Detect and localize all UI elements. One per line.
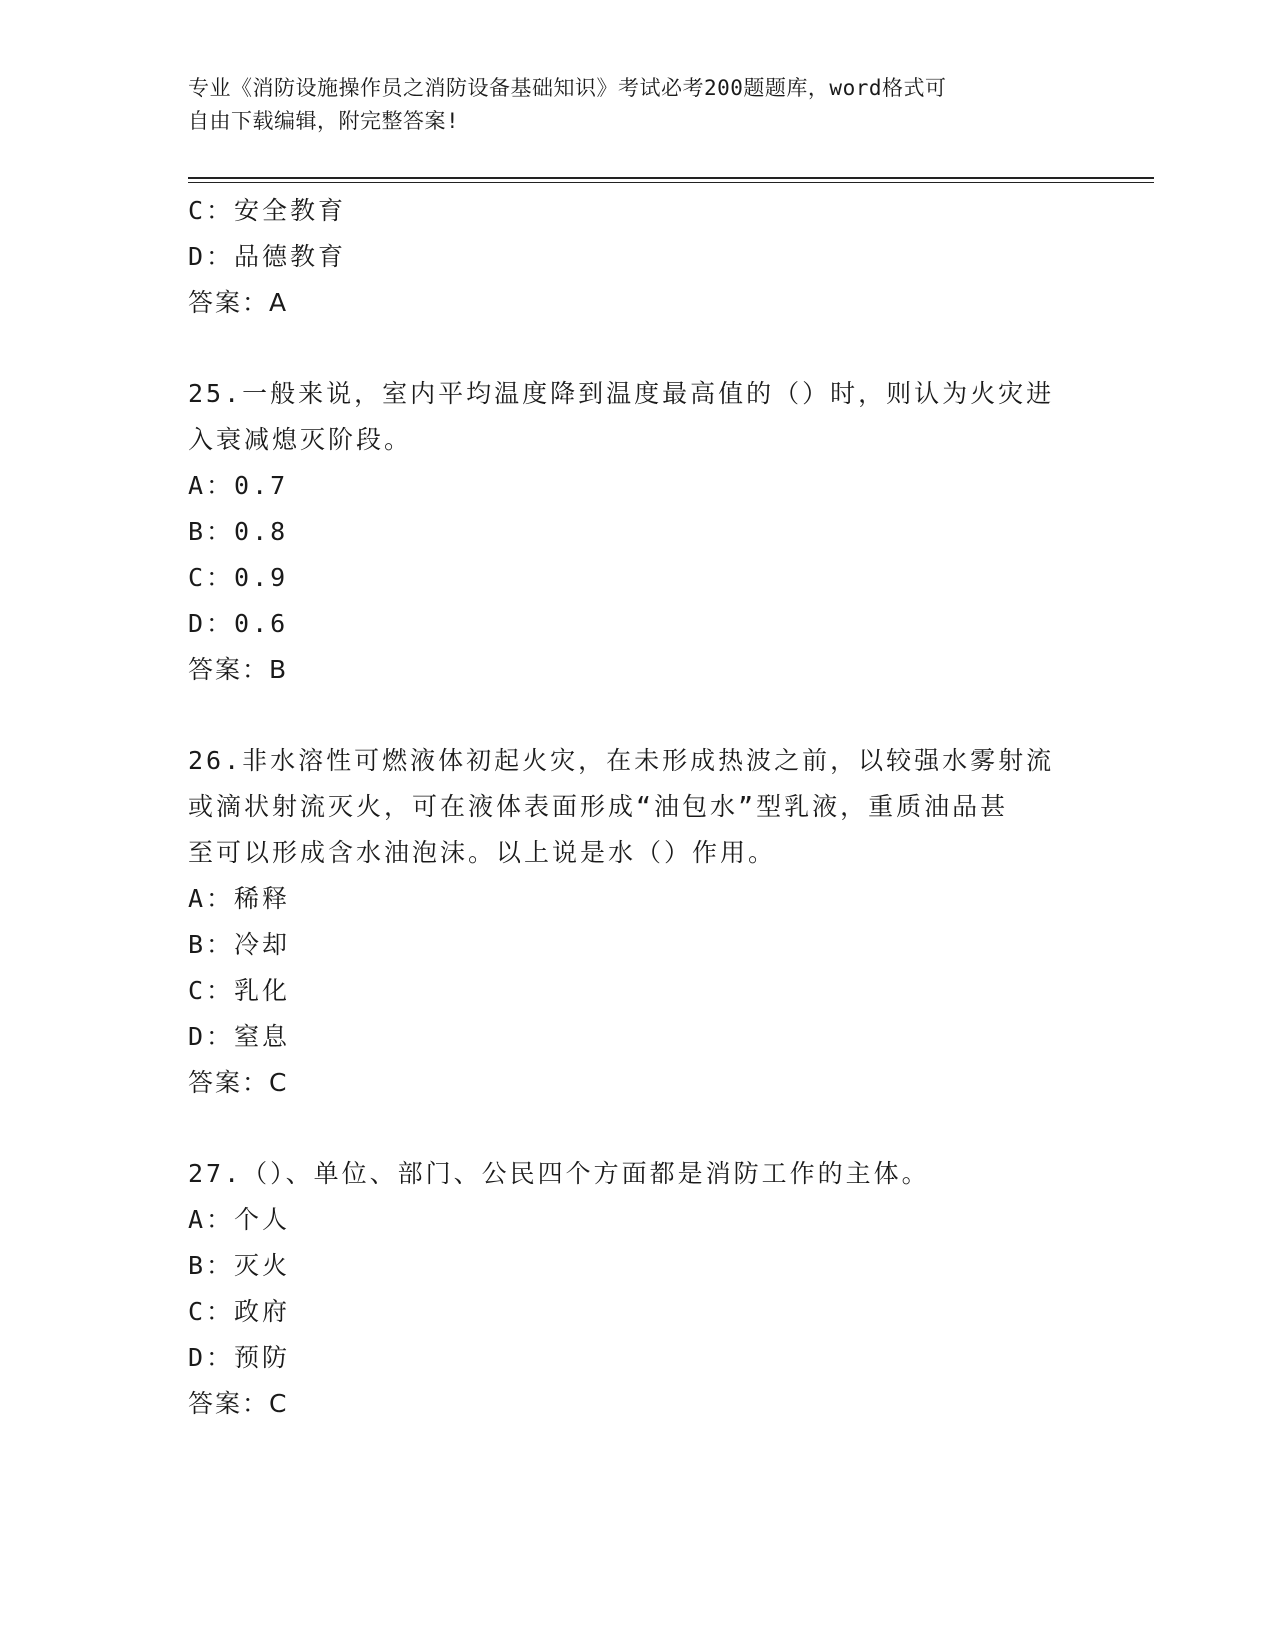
option-d: D：预防	[188, 1343, 291, 1372]
header-divider-thick	[188, 177, 1154, 179]
option-b: B：冷却	[188, 930, 291, 959]
option-b: B：0.8	[188, 517, 289, 546]
question-content	[188, 188, 1088, 1427]
answer: 答案：A	[188, 288, 289, 317]
option-c: C：政府	[188, 1297, 291, 1326]
spacer	[188, 1106, 1088, 1151]
header-divider-thin	[188, 182, 1154, 183]
answer: 答案：C	[188, 1389, 289, 1418]
option-d: D：品德教育	[188, 242, 347, 271]
question-text: 入衰减熄灭阶段。	[188, 425, 413, 454]
option-a: A：稀释	[188, 884, 291, 913]
option-d: D：窒息	[188, 1022, 291, 1051]
question-text: 26.非水溶性可燃液体初起火灾，在未形成热波之前，以较强水雾射流	[188, 746, 1055, 775]
prev-question-tail	[188, 188, 1088, 326]
header-line-2: 自由下载编辑，附完整答案!	[188, 109, 460, 133]
answer: 答案：B	[188, 655, 289, 684]
option-a: A：个人	[188, 1205, 291, 1234]
question-25	[188, 371, 1088, 693]
answer: 答案：C	[188, 1068, 289, 1097]
header-line-1: 专业《消防设施操作员之消防设备基础知识》考试必考200题题库，word格式可	[188, 76, 947, 100]
question-text: 25.一般来说，室内平均温度降到温度最高值的（）时，则认为火灾进	[188, 379, 1055, 408]
question-26	[188, 738, 1088, 1106]
option-c: C：安全教育	[188, 196, 347, 225]
option-d: D：0.6	[188, 609, 289, 638]
option-c: C：乳化	[188, 976, 291, 1005]
spacer	[188, 326, 1088, 371]
question-27	[188, 1151, 1088, 1427]
question-text: 或滴状射流灭火，可在液体表面形成“油包水”型乳液，重质油品甚	[188, 792, 1009, 821]
option-c: C：0.9	[188, 563, 289, 592]
question-text: 至可以形成含水油泡沫。以上说是水（）作用。	[188, 838, 777, 867]
option-b: B：灭火	[188, 1251, 291, 1280]
option-a: A：0.7	[188, 471, 289, 500]
question-text: 27.（）、单位、部门、公民四个方面都是消防工作的主体。	[188, 1159, 930, 1188]
document-header	[188, 72, 1088, 138]
spacer	[188, 693, 1088, 738]
